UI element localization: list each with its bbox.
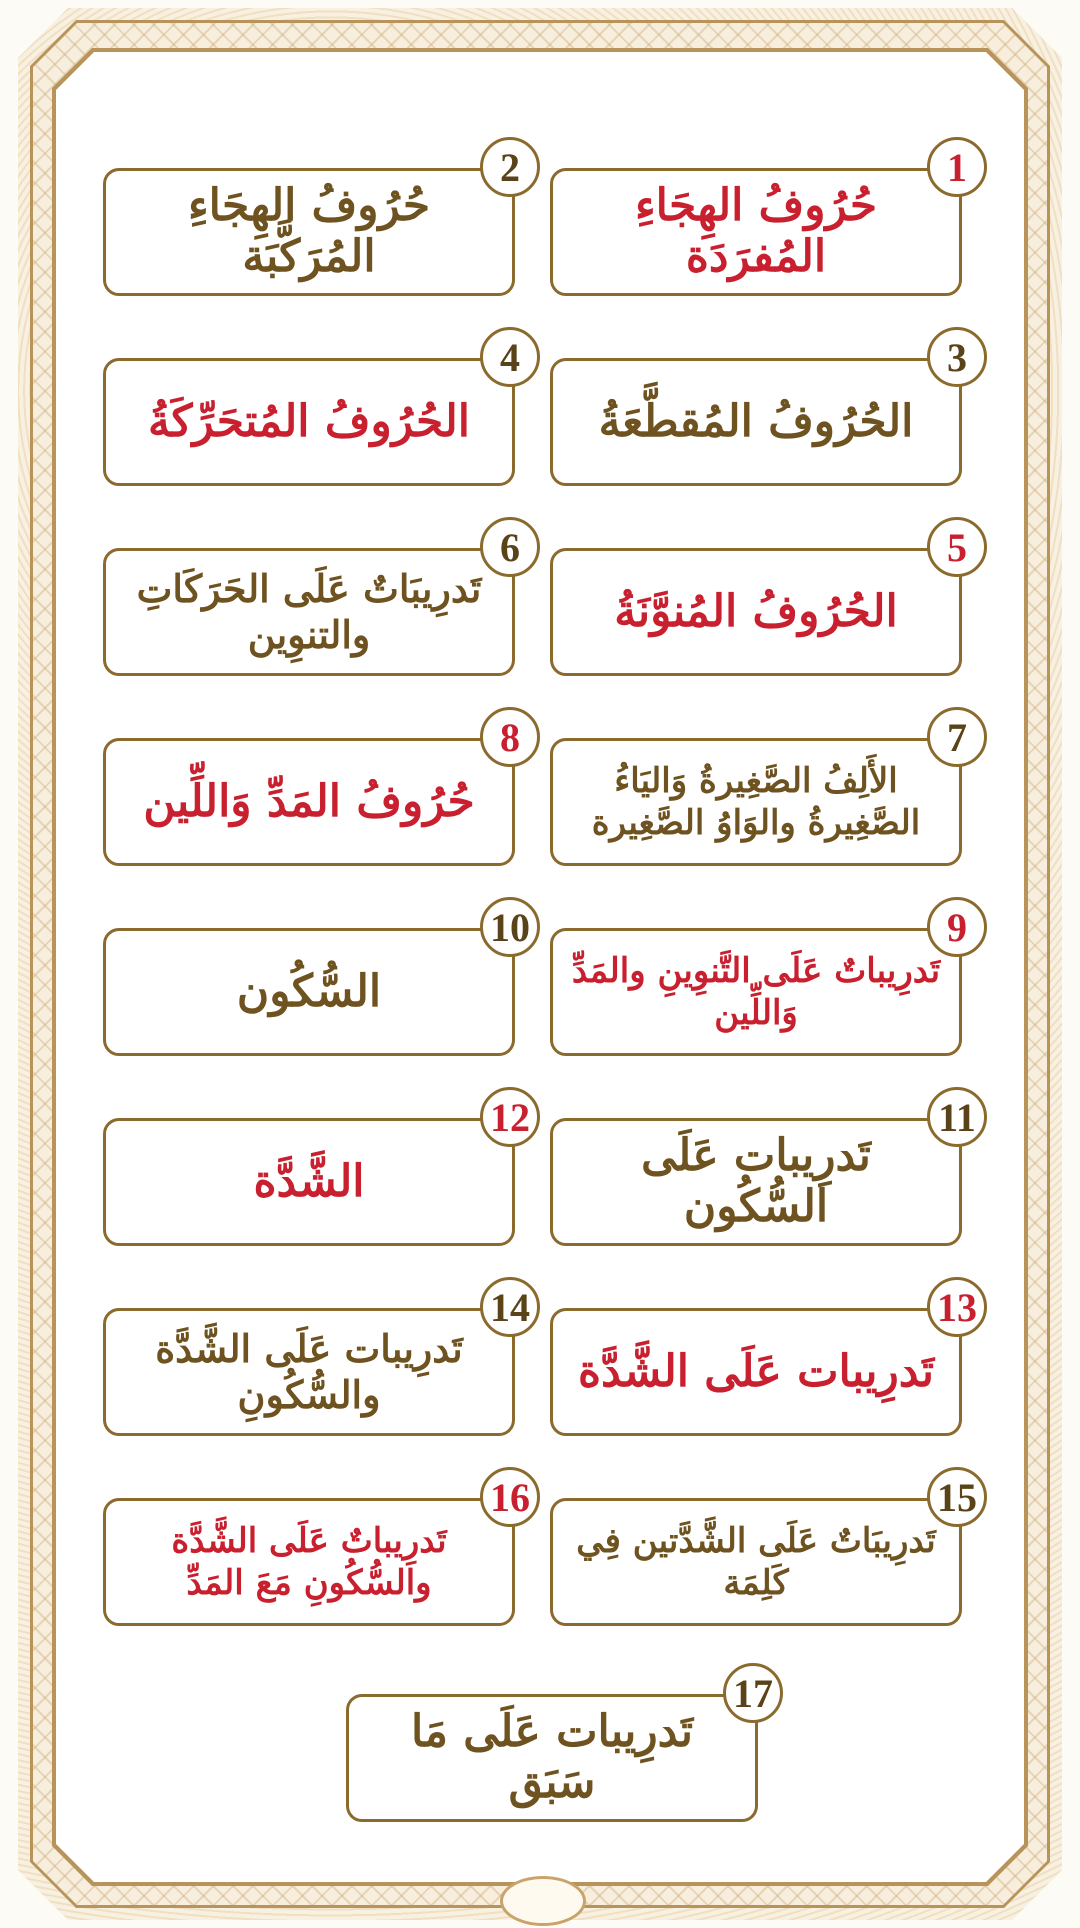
lesson-title: تَدرِيبَاتٌ عَلَى الحَرَكَاتِ والتنوِين: [136, 566, 482, 657]
lesson-number-badge: 5: [927, 517, 987, 577]
lesson-card-12[interactable]: [103, 1094, 530, 1246]
lesson-number-badge: 2: [480, 137, 540, 197]
lesson-number-badge: 15: [927, 1467, 987, 1527]
lesson-title: الحُرُوفُ المُقطَّعَةُ: [598, 395, 914, 447]
lesson-card-2[interactable]: [103, 144, 520, 296]
lesson-number-badge: 8: [480, 707, 540, 767]
lesson-number-badge: 1: [927, 137, 987, 197]
lesson-title: تَدرِيبات عَلَى الشَّدَّة: [577, 1345, 935, 1397]
lesson-title: تَدرِيبات عَلَى الشَّدَّة والسُّكُونِ: [155, 1326, 463, 1417]
lesson-title: حُرُوفُ الهِجَاءِ المُرَكَّبَة: [187, 180, 431, 282]
lesson-card-8[interactable]: [103, 714, 520, 866]
lesson-number-badge: 11: [927, 1087, 987, 1147]
frame-bottom-ornament: [500, 1876, 586, 1926]
lesson-title: الشَّدَّة: [253, 1155, 365, 1207]
lesson-title: تَدرِيبات عَلَى مَا سَبَق: [410, 1706, 694, 1808]
lesson-number-badge: 14: [480, 1277, 540, 1337]
lesson-number-badge: 16: [480, 1467, 540, 1527]
lesson-card-15[interactable]: [550, 1474, 977, 1626]
lesson-title: تَدرِيباتٌ عَلَى الشَّدَّة والسُّكُونِ مَعَ المَدِّ: [171, 1520, 447, 1603]
lesson-card-3[interactable]: [550, 334, 967, 486]
lesson-title: حُرُوفُ المَدِّ وَاللِّين: [143, 775, 475, 827]
lesson-title: تَدرِيبات عَلَى السُّكُون: [641, 1130, 871, 1232]
lesson-title: السُّكُون: [236, 965, 382, 1017]
lesson-number-badge: 12: [480, 1087, 540, 1147]
lesson-number-badge: 3: [927, 327, 987, 387]
lesson-card-13[interactable]: [550, 1284, 977, 1436]
lesson-card-6[interactable]: [103, 524, 520, 676]
lesson-title: حُرُوفُ الهِجَاءِ المُفرَدَة: [634, 180, 878, 282]
lesson-number-badge: 7: [927, 707, 987, 767]
lesson-number-badge: 6: [480, 517, 540, 577]
lesson-title: تَدرِيباتٌ عَلَى التَّنوِينِ والمَدِّ وَاللِّين: [571, 950, 941, 1033]
lesson-card-17[interactable]: [346, 1670, 773, 1822]
lesson-card-16[interactable]: [103, 1474, 530, 1626]
lesson-title: تَدرِيبَاتٌ عَلَى الشَّدَّتين فِي كَلِمَة: [576, 1520, 936, 1603]
lesson-number-badge: 4: [480, 327, 540, 387]
lesson-title: الأَلِفُ الصَّغِيرةُ وَاليَاءُ الصَّغِيرةُ والوَاوُ الصَّغِيرة: [591, 760, 921, 843]
lesson-card-10[interactable]: [103, 904, 530, 1056]
lesson-card-14[interactable]: [103, 1284, 530, 1436]
lesson-title: الحُرُوفُ المُتحَرِّكَةُ: [147, 395, 471, 447]
lesson-number-badge: 17: [723, 1663, 783, 1723]
lesson-card-9[interactable]: [550, 904, 967, 1056]
lesson-number-badge: 9: [927, 897, 987, 957]
lesson-card-11[interactable]: [550, 1094, 976, 1246]
lesson-number-badge: 13: [927, 1277, 987, 1337]
lesson-title: الحُرُوفُ المُنوَّنَةُ: [614, 585, 898, 637]
lesson-card-5[interactable]: [550, 524, 967, 676]
lesson-number-badge: 10: [480, 897, 540, 957]
lesson-card-4[interactable]: [103, 334, 520, 486]
lesson-card-7[interactable]: [550, 714, 967, 866]
lesson-card-1[interactable]: [550, 144, 967, 296]
